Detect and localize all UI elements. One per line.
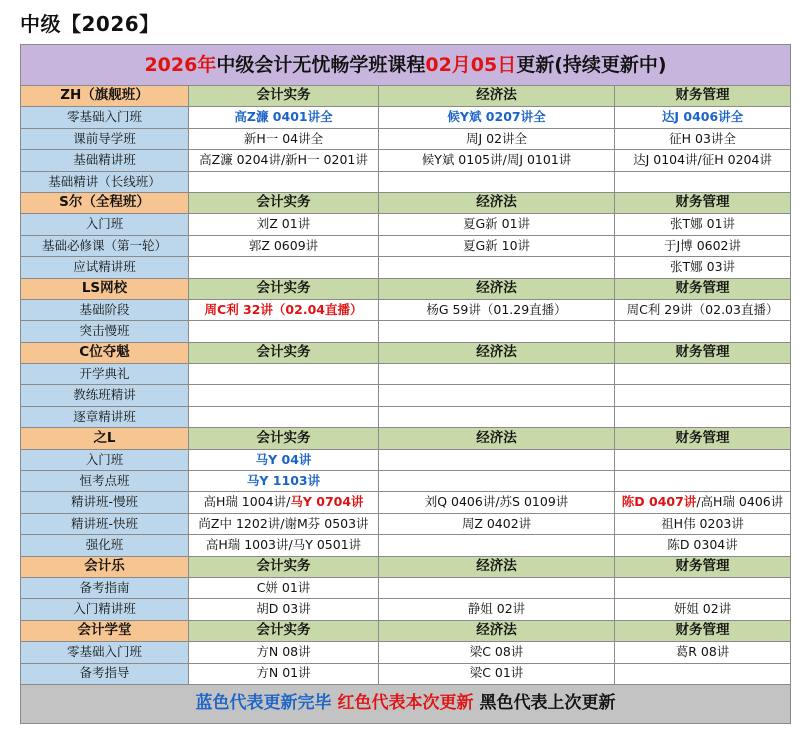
lecture-cell — [379, 171, 615, 192]
subject-header: 会计实务 — [189, 278, 379, 299]
table-row — [21, 150, 791, 171]
lecture-entry: 尚Z中 1202讲/谢M芬 0503讲 — [198, 515, 369, 531]
lecture-entry: 刘Q 0406讲/苏S 0109讲 — [424, 494, 569, 510]
legend-row — [21, 684, 791, 723]
table-row — [21, 492, 791, 513]
subject-header: 会计实务 — [189, 192, 379, 213]
lecture-cell — [189, 171, 379, 192]
lecture-cell — [379, 235, 615, 256]
section-name: ZH（旗舰班） — [21, 86, 189, 107]
lecture-entry: 周C利 32讲（02.04直播） — [204, 301, 363, 317]
subject-header: 财务管理 — [615, 342, 791, 363]
lecture-entry: 祖H伟 0203讲 — [661, 515, 744, 531]
lecture-cell — [189, 663, 379, 684]
page-title: 中级【2026】 — [20, 12, 160, 36]
subject-header: 会计实务 — [189, 556, 379, 577]
lecture-cell — [189, 150, 379, 171]
course-name: 基础精讲（长线班） — [21, 171, 189, 192]
subject-header: 经济法 — [379, 86, 615, 107]
section-name: S尔（全程班） — [21, 192, 189, 213]
lecture-cell — [379, 299, 615, 320]
table-row — [21, 513, 791, 534]
subject-header: 会计实务 — [189, 428, 379, 449]
table-row — [21, 577, 791, 598]
course-name: 精讲班-慢班 — [21, 492, 189, 513]
lecture-entry: 夏G新 10讲 — [462, 237, 531, 253]
lecture-cell — [615, 171, 791, 192]
course-name: 入门精讲班 — [21, 599, 189, 620]
course-name: 基础精讲班 — [21, 150, 189, 171]
course-name: 备考指南 — [21, 577, 189, 598]
lecture-cell — [189, 577, 379, 598]
lecture-cell — [615, 385, 791, 406]
section-header-row — [21, 428, 791, 449]
lecture-cell — [615, 214, 791, 235]
table-title-row — [21, 45, 791, 86]
lecture-cell — [379, 663, 615, 684]
legend-item: 红色代表本次更新 — [337, 693, 474, 714]
course-schedule-table — [20, 44, 791, 724]
lecture-cell — [379, 257, 615, 278]
course-name: 基础必修课（第一轮） — [21, 235, 189, 256]
course-name: 基础阶段 — [21, 299, 189, 320]
lecture-cell — [379, 577, 615, 598]
lecture-cell — [379, 513, 615, 534]
lecture-entry: 静姐 02讲 — [467, 601, 526, 617]
table-title-part: 中级会计无忧畅学班课程 — [216, 53, 426, 76]
table-title — [21, 45, 791, 86]
course-name: 零基础入门班 — [21, 107, 189, 128]
lecture-cell — [189, 235, 379, 256]
lecture-cell — [615, 364, 791, 385]
table-row — [21, 299, 791, 320]
lecture-cell — [189, 299, 379, 320]
lecture-entry: 马Y 04讲 — [255, 451, 312, 467]
lecture-entry: 杨G 59讲（01.29直播） — [426, 301, 567, 317]
lecture-entry: 高H瑞 1004讲/ — [203, 494, 291, 510]
table-row — [21, 107, 791, 128]
lecture-cell — [379, 492, 615, 513]
subject-header: 经济法 — [379, 278, 615, 299]
subject-header: 财务管理 — [615, 620, 791, 641]
lecture-cell — [189, 449, 379, 470]
table-title-part: 2026年 — [144, 53, 217, 76]
section-header-row — [21, 342, 791, 363]
lecture-entry: 高Z濂 0204讲/新H一 0201讲 — [199, 152, 368, 168]
section-header-row — [21, 192, 791, 213]
lecture-cell — [379, 107, 615, 128]
section-name: 会计学堂 — [21, 620, 189, 641]
subject-header: 财务管理 — [615, 192, 791, 213]
lecture-cell — [615, 235, 791, 256]
lecture-entry: 妍姐 02讲 — [673, 601, 732, 617]
table-title-part: 更新(持续更新中) — [516, 53, 667, 76]
table-row — [21, 406, 791, 427]
lecture-entry: 葛R 08讲 — [675, 644, 730, 660]
lecture-cell — [189, 385, 379, 406]
lecture-cell — [379, 150, 615, 171]
lecture-cell — [615, 107, 791, 128]
lecture-entry: 新H一 04讲全 — [243, 130, 324, 146]
lecture-entry: 候Y斌 0207讲全 — [447, 109, 546, 125]
course-name: 应试精讲班 — [21, 257, 189, 278]
section-header-row — [21, 86, 791, 107]
lecture-cell — [189, 513, 379, 534]
lecture-cell — [379, 449, 615, 470]
section-header-row — [21, 620, 791, 641]
lecture-cell — [615, 321, 791, 342]
lecture-entry: 高Z濂 0401讲全 — [234, 109, 333, 125]
lecture-entry: 方N 01讲 — [256, 665, 311, 681]
subject-header: 经济法 — [379, 428, 615, 449]
section-name: 之L — [21, 428, 189, 449]
lecture-cell — [615, 128, 791, 149]
lecture-cell — [379, 642, 615, 663]
table-row — [21, 128, 791, 149]
lecture-cell — [615, 492, 791, 513]
legend-item: 蓝色代表更新完毕 — [195, 693, 332, 714]
table-row — [21, 663, 791, 684]
lecture-cell — [379, 406, 615, 427]
subject-header: 财务管理 — [615, 556, 791, 577]
subject-header: 财务管理 — [615, 428, 791, 449]
lecture-cell — [189, 107, 379, 128]
table-row — [21, 449, 791, 470]
lecture-cell — [615, 150, 791, 171]
section-name: LS网校 — [21, 278, 189, 299]
lecture-cell — [379, 128, 615, 149]
lecture-entry: 方N 08讲 — [256, 644, 311, 660]
course-name: 入门班 — [21, 214, 189, 235]
course-name: 课前导学班 — [21, 128, 189, 149]
subject-header: 会计实务 — [189, 86, 379, 107]
subject-header: 经济法 — [379, 192, 615, 213]
course-name: 突击慢班 — [21, 321, 189, 342]
table-row — [21, 471, 791, 492]
lecture-cell — [379, 364, 615, 385]
section-header-row — [21, 556, 791, 577]
table-row — [21, 642, 791, 663]
course-name: 备考指导 — [21, 663, 189, 684]
lecture-entry: 陈D 0304讲 — [667, 537, 738, 553]
lecture-entry: 周Z 0402讲 — [461, 515, 532, 531]
lecture-entry: 夏G新 01讲 — [462, 216, 531, 232]
course-name: 零基础入门班 — [21, 642, 189, 663]
lecture-cell — [615, 599, 791, 620]
lecture-cell — [379, 214, 615, 235]
lecture-entry: 周J 02讲全 — [465, 130, 528, 146]
lecture-cell — [615, 449, 791, 470]
lecture-entry: 陈D 0407讲 — [621, 494, 697, 510]
lecture-cell — [189, 535, 379, 556]
subject-header: 会计实务 — [189, 342, 379, 363]
lecture-cell — [189, 257, 379, 278]
section-header-row — [21, 278, 791, 299]
table-row — [21, 214, 791, 235]
lecture-cell — [615, 642, 791, 663]
table-row — [21, 599, 791, 620]
section-name: 会计乐 — [21, 556, 189, 577]
subject-header: 财务管理 — [615, 278, 791, 299]
table-row — [21, 171, 791, 192]
course-name: 开学典礼 — [21, 364, 189, 385]
table-row — [21, 257, 791, 278]
lecture-cell — [615, 406, 791, 427]
subject-header: 经济法 — [379, 620, 615, 641]
lecture-cell — [615, 513, 791, 534]
lecture-entry: /高H瑞 0406讲 — [696, 494, 784, 510]
lecture-cell — [189, 599, 379, 620]
lecture-entry: 征H 03讲全 — [669, 130, 736, 146]
table-row — [21, 235, 791, 256]
lecture-cell — [189, 128, 379, 149]
table-row — [21, 535, 791, 556]
lecture-entry: 梁C 08讲 — [469, 644, 524, 660]
lecture-cell — [615, 663, 791, 684]
subject-header: 经济法 — [379, 556, 615, 577]
lecture-entry: 梁C 01讲 — [469, 665, 524, 681]
subject-header: 财务管理 — [615, 86, 791, 107]
lecture-entry: 达J 0406讲全 — [661, 109, 744, 125]
lecture-cell — [379, 599, 615, 620]
lecture-cell — [379, 535, 615, 556]
table-row — [21, 321, 791, 342]
course-name: 入门班 — [21, 449, 189, 470]
lecture-entry: 郭Z 0609讲 — [248, 237, 319, 253]
lecture-entry: 马Y 1103讲 — [246, 472, 321, 488]
lecture-entry: 候Y斌 0105讲/周J 0101讲 — [421, 152, 572, 168]
lecture-cell — [615, 299, 791, 320]
lecture-entry: C姘 01讲 — [256, 579, 311, 595]
lecture-entry: 高H瑞 1003讲/马Y 0501讲 — [205, 537, 362, 553]
lecture-entry: 周C利 29讲（02.03直播） — [626, 301, 779, 317]
course-name: 精讲班-快班 — [21, 513, 189, 534]
lecture-cell — [379, 385, 615, 406]
table-row — [21, 364, 791, 385]
subject-header: 经济法 — [379, 342, 615, 363]
section-name: C位夺魁 — [21, 342, 189, 363]
lecture-cell — [189, 642, 379, 663]
legend-item: 黑色代表上次更新 — [479, 693, 616, 714]
course-name: 恒考点班 — [21, 471, 189, 492]
lecture-entry: 胡D 03讲 — [256, 601, 311, 617]
table-body — [21, 45, 791, 724]
course-name: 强化班 — [21, 535, 189, 556]
lecture-cell — [615, 257, 791, 278]
lecture-entry: 马Y 0704讲 — [290, 494, 364, 510]
lecture-cell — [189, 364, 379, 385]
lecture-cell — [615, 471, 791, 492]
course-name: 教练班精讲 — [21, 385, 189, 406]
lecture-cell — [189, 406, 379, 427]
subject-header: 会计实务 — [189, 620, 379, 641]
lecture-entry: 达J 0104讲/征H 0204讲 — [633, 152, 772, 168]
table-title-part: 02月05日 — [425, 53, 517, 76]
table-row — [21, 385, 791, 406]
color-legend — [21, 684, 791, 723]
lecture-cell — [189, 321, 379, 342]
lecture-entry: 张T娜 03讲 — [670, 259, 736, 275]
lecture-cell — [615, 535, 791, 556]
lecture-entry: 张T娜 01讲 — [670, 216, 736, 232]
course-name: 逐章精讲班 — [21, 406, 189, 427]
lecture-cell — [189, 471, 379, 492]
lecture-entry: 刘Z 01讲 — [256, 216, 311, 232]
lecture-entry: 于J博 0602讲 — [664, 237, 742, 253]
lecture-cell — [189, 492, 379, 513]
lecture-cell — [615, 577, 791, 598]
lecture-cell — [379, 471, 615, 492]
lecture-cell — [379, 321, 615, 342]
lecture-cell — [189, 214, 379, 235]
